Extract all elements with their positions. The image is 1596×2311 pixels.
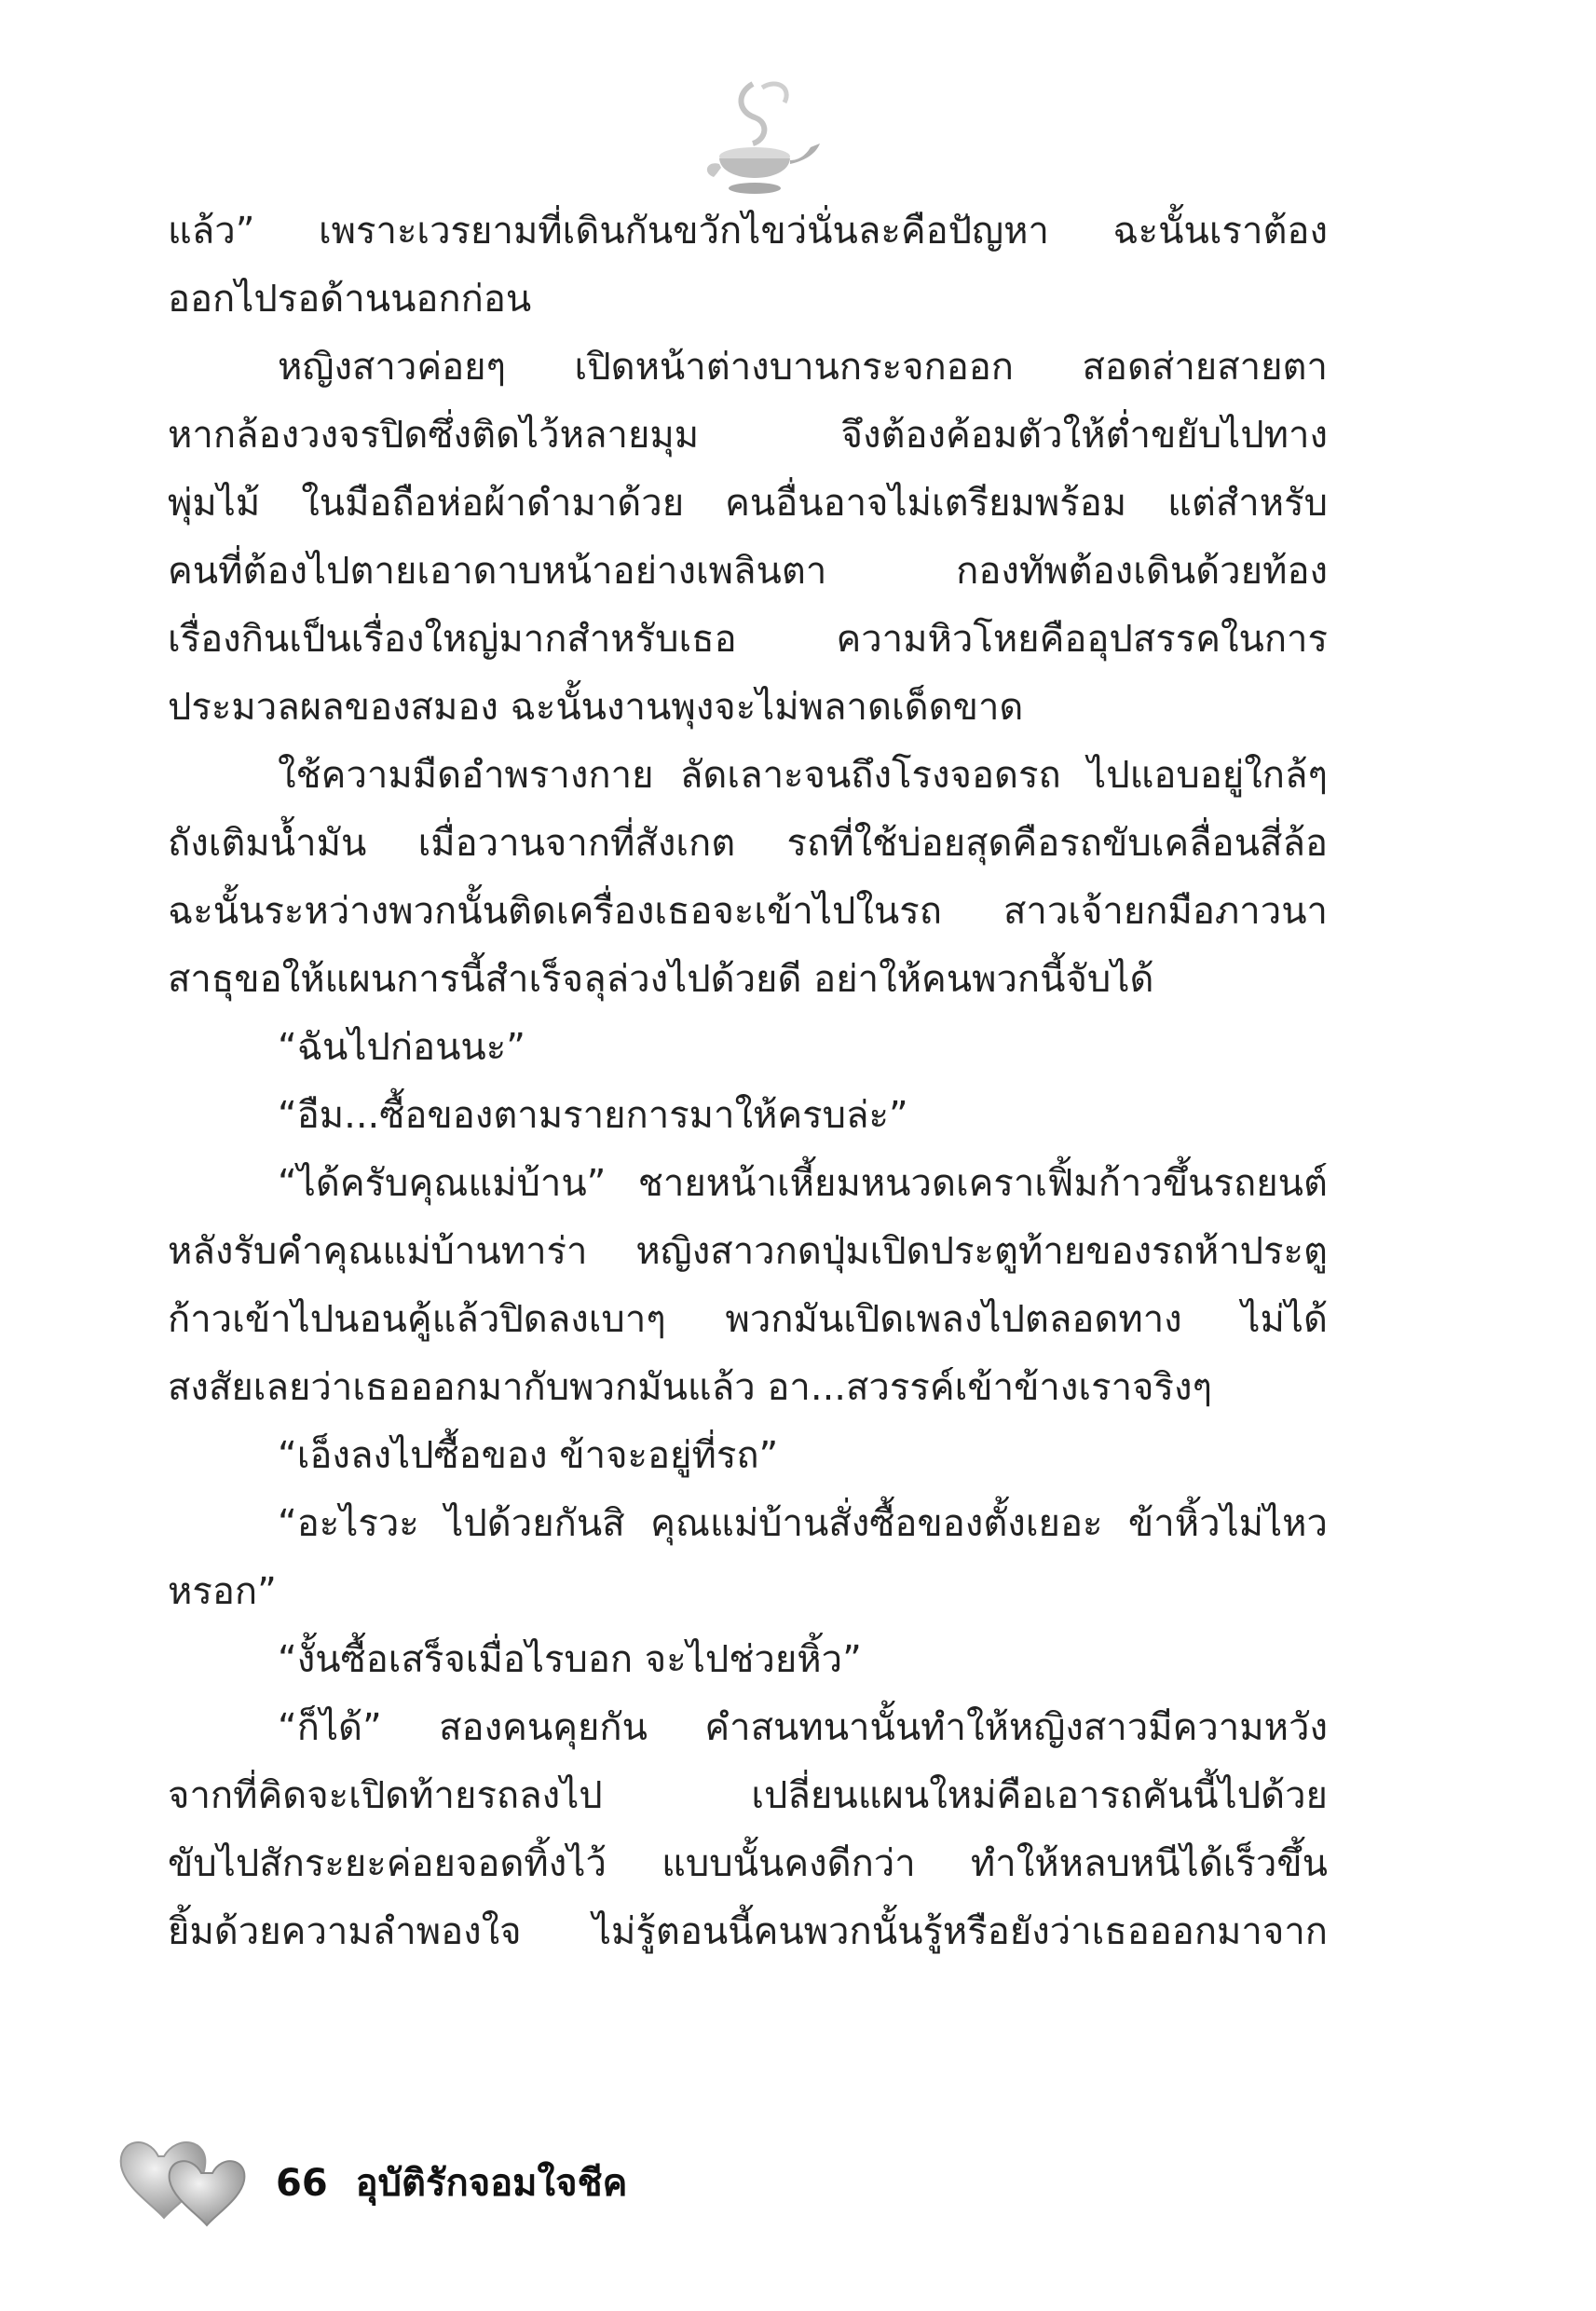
text-line: ถังเติมน้ำมัน เมื่อวานจากที่สังเกต รถที่ใช้บ่อยสุดคือรถขับเคลื่อนสี่ล้อ — [168, 822, 1328, 865]
page-number: 66 — [276, 2162, 328, 2205]
text-line: สาธุขอให้แผนการนี้สำเร็จลุล่วงไปด้วยดี อย่าให้คนพวกนี้จับได้ — [168, 958, 1154, 1001]
genie-lamp-icon — [680, 75, 829, 205]
text-line: ประมวลผลของสมอง ฉะนั้นงานพุงจะไม่พลาดเด็ดขาด — [168, 686, 1024, 729]
text-line: หากล้องวงจรปิดซึ่งติดไว้หลายมุม จึงต้องค้อมตัวให้ต่ำขยับไปทาง — [168, 414, 1328, 457]
text-line: ฉะนั้นระหว่างพวกนั้นติดเครื่องเธอจะเข้าไปในรถ สาวเจ้ายกมือภาวนา — [168, 890, 1328, 933]
text-line: แล้ว” เพราะเวรยามที่เดินกันขวักไขว่นั่นละคือปัญหา ฉะนั้นเราต้อง — [168, 210, 1328, 253]
text-line: เรื่องกินเป็นเรื่องใหญ่มากสำหรับเธอ ความหิวโหยคืออุปสรรคในการ — [168, 618, 1328, 661]
text-line: สงสัยเลยว่าเธอออกมากับพวกมันแล้ว อา...สวรรค์เข้าข้างเราจริงๆ — [168, 1366, 1212, 1409]
text-line: ออกไปรอด้านนอกก่อน — [168, 278, 532, 321]
text-line: พุ่มไม้ ในมือถือห่อผ้าดำมาด้วย คนอื่นอาจไม่เตรียมพร้อม แต่สำหรับ — [168, 482, 1328, 525]
folio — [276, 2153, 627, 2212]
text-line: ก้าวเข้าไปนอนคู้แล้วปิดลงเบาๆ พวกมันเปิดเพลงไปตลอดทาง ไม่ได้ — [168, 1298, 1328, 1341]
dialogue-line: “ฉันไปก่อนนะ” — [278, 1026, 525, 1069]
book-title: อุบัติรักจอมใจชีค — [355, 2162, 628, 2205]
text-line: หญิงสาวค่อยๆ เปิดหน้าต่างบานกระจกออก สอดส่ายสายตา — [278, 346, 1328, 389]
dialogue-line: “อะไรวะ ไปด้วยกันสิ คุณแม่บ้านสั่งซื้อของตั้งเยอะ ข้าหิ้วไม่ไหว — [278, 1502, 1328, 1545]
page-footer — [112, 2115, 764, 2246]
text-line: หลังรับคำคุณแม่บ้านทาร่า หญิงสาวกดปุ่มเปิดประตูท้ายของรถห้าประตู — [168, 1230, 1328, 1273]
text-line: “ก็ได้” สองคนคุยกัน คำสนทนานั้นทำให้หญิงสาวมีความหวัง — [278, 1706, 1328, 1749]
text-line: คนที่ต้องไปตายเอาดาบหน้าอย่างเพลินตา กองทัพต้องเดินด้วยท้อง — [168, 550, 1328, 593]
text-line: ยิ้มด้วยความลำพองใจ ไม่รู้ตอนนี้คนพวกนั้นรู้หรือยังว่าเธอออกมาจาก — [168, 1910, 1328, 1953]
dialogue-line: “อืม...ซื้อของตามรายการมาให้ครบล่ะ” — [278, 1094, 908, 1137]
body-text — [168, 198, 1328, 1966]
text-line: จากที่คิดจะเปิดท้ายรถลงไป เปลี่ยนแผนใหม่คือเอารถคันนี้ไปด้วย — [168, 1774, 1328, 1817]
text-line: หรอก” — [168, 1570, 277, 1613]
dialogue-line: “งั้นซื้อเสร็จเมื่อไรบอก จะไปช่วยหิ้ว” — [278, 1638, 862, 1681]
text-line: ใช้ความมืดอำพรางกาย ลัดเลาะจนถึงโรงจอดรถ ไปแอบอยู่ใกล้ๆ — [278, 754, 1328, 797]
hearts-icon — [112, 2115, 261, 2246]
text-line: “ได้ครับคุณแม่บ้าน” ชายหน้าเหี้ยมหนวดเคราเฟิ้มก้าวขึ้นรถยนต์ — [278, 1162, 1328, 1205]
dialogue-line: “เอ็งลงไปซื้อของ ข้าจะอยู่ที่รถ” — [278, 1434, 779, 1477]
text-line: ขับไปสักระยะค่อยจอดทิ้งไว้ แบบนั้นคงดีกว่า ทำให้หลบหนีได้เร็วขึ้น — [168, 1842, 1328, 1885]
